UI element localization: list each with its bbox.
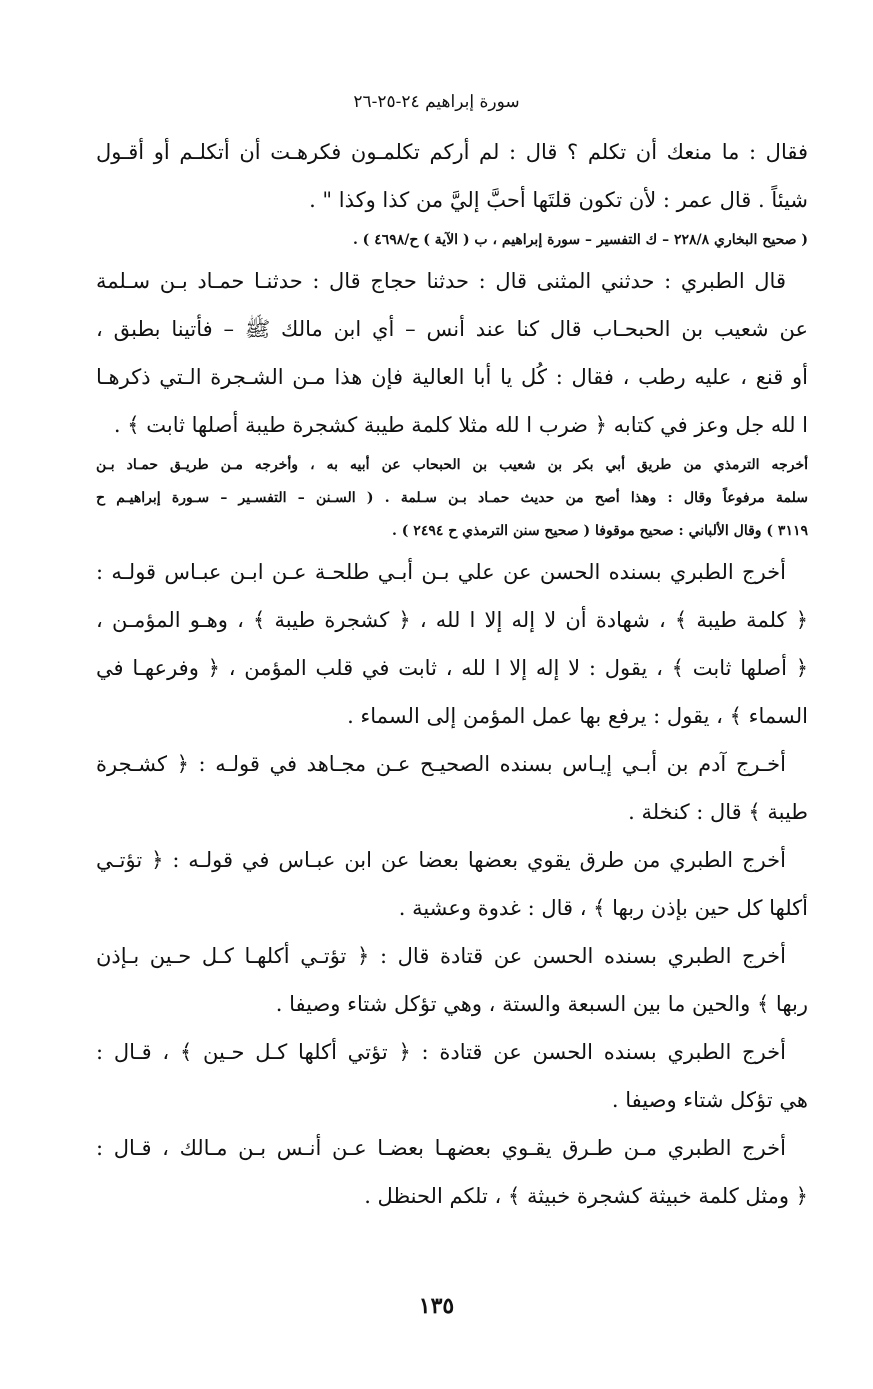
text-line: ا لله جل وعز في كتابه ﴿ ضرب ا لله مثلا كلمة طيبة كشجرة طيبة أصلها ثابت ﴾ . bbox=[113, 413, 808, 437]
text-line: ربها ﴾ والحين ما بين السبعة والستة ، وهي تؤكل شتاء وصيفا . bbox=[275, 992, 808, 1016]
text-line: السماء ﴾ ، يقول : يرفع بها عمل المؤمن إلى السماء . bbox=[347, 704, 808, 728]
text-line: أخرج الطبري مـن طـرق يقـوي بعضهـا بعضـا عـن أنـس بـن مـالك ، قـال : bbox=[96, 1136, 786, 1160]
text-line: عن شعيب بن الحبحـاب قال كنا عند أنس – أي ابن مالك ﷺ – فأتينا بطبق ، bbox=[96, 317, 808, 341]
text-line: أو قنع ، عليه رطب ، فقال : كُل يا أبا العالية فإن هذا مـن الشـجرة الـتي ذكرهـا bbox=[96, 365, 808, 389]
text-line: أخرج الطبري من طرق يقوي بعضها بعضا عن ابن عبـاس في قولـه : ﴿ تؤتـي bbox=[96, 848, 786, 872]
reference-line: ٣١١٩ ) وقال الألباني : صحيح موقوفا ( صحيح سنن الترمذي ح ٢٤٩٤ ) . bbox=[392, 523, 808, 539]
text-line: ﴿ كلمة طيبة ﴾ ، شهادة أن لا إله إلا ا لله ، ﴿ كشجرة طيبة ﴾ ، وهـو المؤمـن ، bbox=[96, 608, 808, 632]
reference-line: أخرجه الترمذي من طريق أبي بكر بن شعيب بن الحبحاب عن أبيه به ، وأخرجه مـن طريـق حمـاد بـن bbox=[96, 457, 808, 473]
text-line: ﴿ أصلها ثابت ﴾ ، يقول : لا إله إلا ا لله ، ثابت في قلب المؤمن ، ﴿ وفرعهـا في bbox=[96, 656, 808, 680]
text-line: أخرج الطبري بسنده الحسن عن قتادة : ﴿ تؤتي أكلها كـل حـين ﴾ ، قـال : bbox=[96, 1040, 786, 1064]
reference-line: ( صحيح البخاري ٢٢٨/٨ – ك التفسير – سورة إبراهيم ، ب ( الآية ) ح/٤٦٩٨ ) . bbox=[352, 232, 808, 248]
page-number: ١٣٥ bbox=[418, 1293, 455, 1319]
text-line: أكلها كل حين بإذن ربها ﴾ ، قال : غدوة وعشية . bbox=[398, 896, 808, 920]
text-line: طيبة ﴾ قال : كنخلة . bbox=[628, 800, 808, 824]
text-line: أخرج الطبري بسنده الحسن عن قتادة قال : ﴿ تؤتـي أكلهـا كـل حـين بـإذن bbox=[96, 944, 786, 968]
text-line: هي تؤكل شتاء وصيفا . bbox=[611, 1088, 808, 1112]
page-body bbox=[96, 128, 808, 1220]
text-line: شيئاً . قال عمر : لأن تكون قلتَها أحبَّ إليَّ من كذا وكذا " . bbox=[309, 188, 808, 212]
text-line: ﴿ ومثل كلمة خبيثة كشجرة خبيثة ﴾ ، تلكم الحنظل . bbox=[364, 1184, 808, 1208]
running-header: سورة إبراهيم ٢٤-٢٥-٢٦ bbox=[353, 92, 520, 112]
reference-line: سلمة مرفوعاً وقال : وهذا أصح من حديث حمـاد بـن سـلمة . ( السـنن – التفسـير – سـورة إبراهيـم ح bbox=[96, 490, 808, 506]
text-line: قال الطبري : حدثني المثنى قال : حدثنا حجاج قال : حدثنـا حمـاد بـن سـلمة bbox=[96, 269, 786, 293]
text-line: أخرج الطبري بسنده الحسن عن علي بـن أبـي طلحـة عـن ابـن عبـاس قولـه : bbox=[96, 560, 786, 584]
text-line: أخـرج آدم بن أبـي إيـاس بسنده الصحيـح عـن مجـاهد في قولـه : ﴿ كشـجرة bbox=[96, 752, 786, 776]
text-line: فقال : ما منعك أن تكلم ؟ قال : لم أركم تكلمـون فكرهـت أن أتكلـم أو أقـول bbox=[96, 140, 808, 164]
